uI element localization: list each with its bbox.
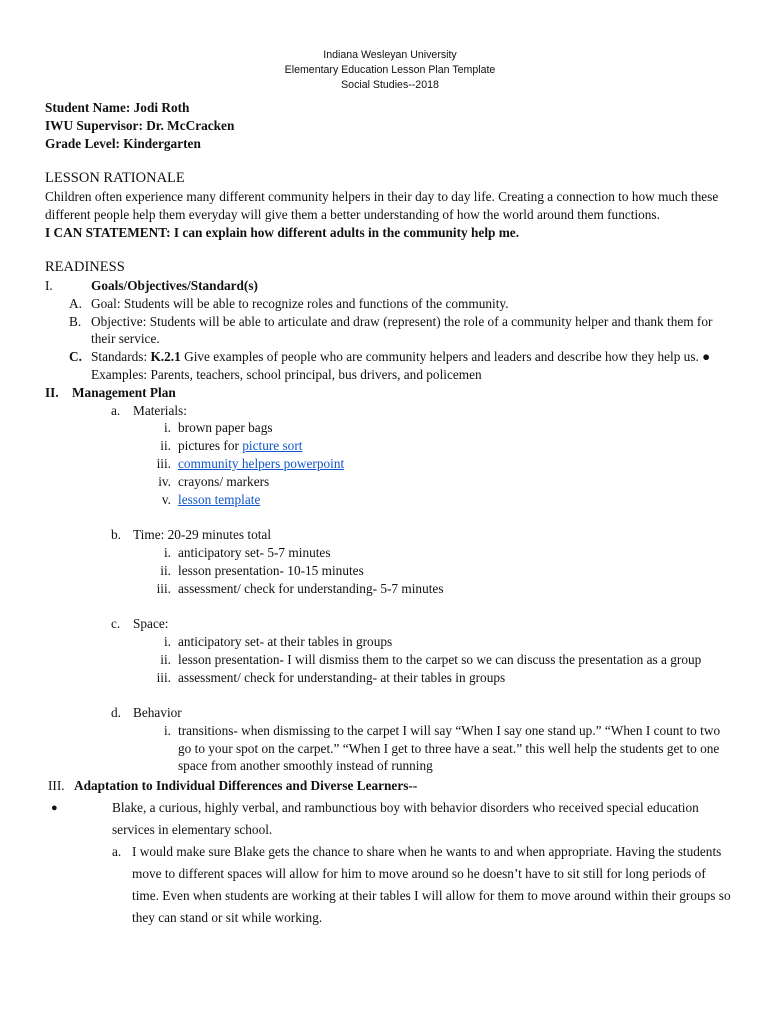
objective-item [45, 313, 735, 349]
template-title: Elementary Education Lesson Plan Template [284, 64, 496, 76]
bullet-icon: ● [51, 802, 58, 815]
list-item-text: transitions- when dismissing to the carpet I will say “When I say one stand up.” “When I count to two go to your spot on the carpet.” “When I get to three have a seat.” this well help the students get to one space from another smoothly instead of running [178, 722, 721, 774]
section-title: Adaptation to Individual Differences and Diverse Learners-- [74, 778, 418, 794]
list-item-text: anticipatory set- 5-7 minutes [178, 544, 331, 560]
resource-link[interactable]: picture sort [242, 438, 303, 454]
standards-code: K.2.1 [150, 349, 181, 365]
item-marker: A. [69, 295, 82, 311]
subsection-marker: b. [111, 527, 121, 543]
subject-year: Social Studies--2018 [341, 79, 439, 91]
list-item-marker: ii. [160, 438, 171, 454]
list-item [45, 562, 735, 580]
list-item-text: anticipatory set- at their tables in groups [178, 633, 393, 649]
list-item-marker: i. [163, 544, 171, 560]
list-item-marker: i. [163, 633, 171, 649]
goal-text: Goal: Students will be able to recognize roles and functions of the community. [91, 295, 509, 311]
list-item-text: assessment/ check for understanding- at their tables in groups [178, 669, 506, 685]
list-item [45, 455, 735, 473]
subsection-marker: c. [111, 616, 121, 632]
subsection-materials [45, 402, 735, 420]
list-item [45, 580, 735, 598]
list-item-marker: i. [163, 420, 171, 436]
list-item [45, 633, 735, 651]
subsection-marker: a. [111, 402, 121, 418]
list-item-text: pictures for [178, 438, 243, 454]
list-item-marker: v. [161, 491, 171, 507]
rationale-heading: LESSON RATIONALE [45, 170, 185, 187]
item-marker: a. [112, 844, 122, 860]
list-item-marker: ii. [160, 562, 171, 578]
item-marker: C. [69, 349, 82, 365]
management-subsections [45, 402, 735, 776]
document-header [45, 48, 735, 93]
subsection-time [45, 526, 735, 544]
lesson-plan-page [45, 48, 735, 929]
blake-description [45, 797, 735, 841]
list-item [45, 544, 735, 562]
list-item [45, 437, 735, 455]
subsection-label: Materials: [133, 402, 187, 418]
list-item-text: crayons/ markers [178, 473, 270, 489]
section-goals [45, 277, 735, 295]
list-item-marker: iii. [156, 580, 171, 596]
goal-item [45, 295, 735, 313]
subsection-behavior [45, 704, 735, 722]
list-item [45, 722, 735, 775]
standards-prefix: Standards: [91, 349, 151, 365]
list-item-marker: iv. [158, 473, 171, 489]
list-item [45, 669, 735, 687]
subsection-label: Space: [133, 616, 169, 632]
subsection-space [45, 615, 735, 633]
list-item-text: assessment/ check for understanding- 5-7 minutes [178, 580, 444, 596]
list-item-text: brown paper bags [178, 420, 273, 436]
subsection-marker: d. [111, 705, 121, 721]
list-item [45, 419, 735, 437]
rationale-text: Children often experience many different community helpers in their day to day life. Creating a connection to how much these different people help them everyday will give them a better understanding of how the world around them functions. [45, 188, 719, 222]
section-marker: I. [45, 277, 53, 293]
list-item-text: lesson presentation- 10-15 minutes [178, 562, 364, 578]
subsection-label: Time: 20-29 minutes total [133, 527, 272, 543]
list-item-text: lesson presentation- I will dismiss them to the carpet so we can discuss the presentation as a group [178, 651, 702, 667]
readiness-heading: READINESS [45, 259, 125, 276]
standards-item [45, 348, 735, 384]
blake-text: Blake, a curious, highly verbal, and rambunctious boy with behavior disorders who received special education services in elementary school. [112, 800, 699, 838]
student-name: Student Name: Jodi Roth [45, 100, 190, 115]
list-item [45, 651, 735, 669]
adaptation-text: I would make sure Blake gets the chance to share when he wants to and when appropriate. Having the students move to different spaces will allow for him to move around so he doesn’t have to sit still for long periods of time. Even when students are working at their tables I will allow for them to move around within their groups so they can stand or sit while working. [132, 844, 731, 926]
list-item-marker: iii. [156, 669, 171, 685]
resource-link[interactable]: community helpers powerpoint [178, 455, 345, 471]
list-item [45, 473, 735, 491]
list-item-marker: i. [163, 722, 171, 738]
resource-link[interactable]: lesson template [178, 491, 261, 507]
standards-text: Give examples of people who are community helpers and leaders and describe how they help us. ● Examples: Parents, teachers, school principal, bus drivers, and policemen [91, 349, 711, 382]
item-marker: B. [69, 313, 82, 329]
university-name: Indiana Wesleyan University [323, 49, 457, 61]
section-title: Management Plan [72, 384, 176, 400]
list-item [45, 491, 735, 509]
list-item-marker: ii. [160, 651, 171, 667]
i-can-statement: I CAN STATEMENT: I can explain how different adults in the community help me. [45, 224, 520, 240]
subsection-label: Behavior [133, 705, 182, 721]
list-item-marker: iii. [156, 455, 171, 471]
adaptation-item [45, 841, 735, 929]
section-marker: II. [45, 384, 59, 400]
objective-text: Objective: Students will be able to articulate and draw (represent) the role of a community helper and thank them for their service. [91, 313, 713, 347]
section-title: Goals/Objectives/Standard(s) [91, 277, 258, 293]
supervisor-name: IWU Supervisor: Dr. McCracken [45, 117, 235, 133]
section-management [45, 384, 735, 402]
grade-level: Grade Level: Kindergarten [45, 135, 201, 151]
section-adaptation [45, 777, 735, 795]
section-marker: III. [48, 778, 65, 794]
